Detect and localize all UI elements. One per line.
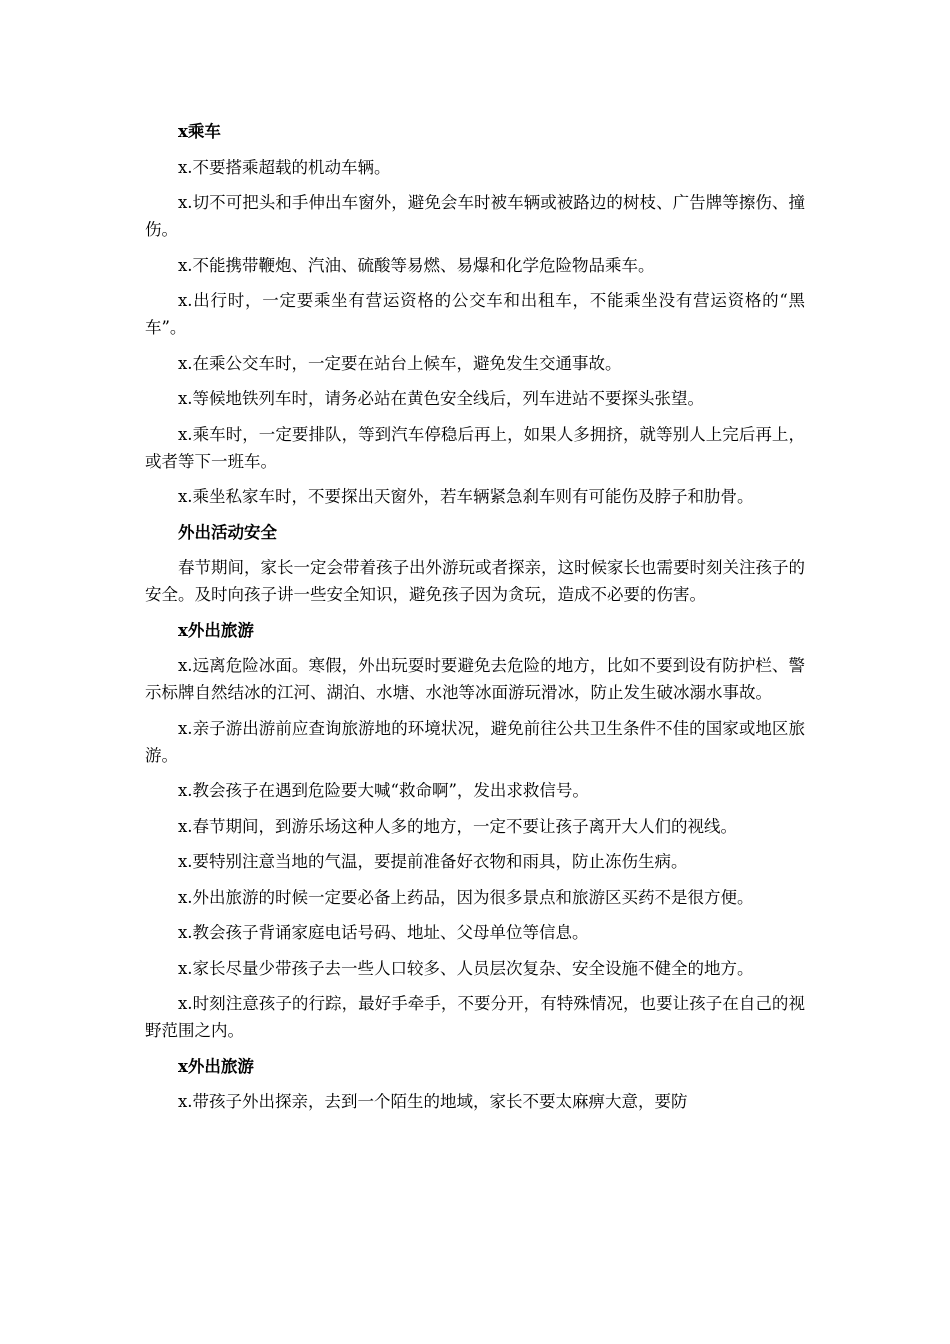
paragraph: x.不能携带鞭炮、汽油、硫酸等易燃、易爆和化学危险物品乘车。: [178, 255, 655, 275]
paragraph: x.家长尽量少带孩子去一些人口较多、人员层次复杂、安全设施不健全的地方。: [178, 958, 754, 978]
paragraph: x.乘坐私家车时，不要探出天窗外，若车辆紧急刹车则有可能伤及脖子和肋骨。: [178, 487, 754, 506]
paragraph: x.切不可把头和手伸出车窗外，避免会车时被车辆或被路边的树枝、广告牌等擦伤、撞伤。: [145, 193, 805, 239]
paragraph: x.亲子游出游前应查询旅游地的环境状况，避免前往公共卫生条件不佳的国家或地区旅游。: [145, 718, 805, 765]
section-heading-riding: x乘车: [178, 122, 221, 141]
paragraph: x.等候地铁列车时，请务必站在黄色安全线后，列车进站不要探头张望。: [178, 389, 705, 408]
paragraph: x.在乘公交车时，一定要在站台上候车，避免发生交通事故。: [178, 353, 622, 373]
paragraph: x.教会孩子背诵家庭电话号码、地址、父母单位等信息。: [178, 923, 589, 942]
paragraph: x.春节期间，到游乐场这种人多的地方，一定不要让孩子离开大人们的视线。: [178, 816, 738, 836]
paragraph: x.远离危险冰面。寒假，外出玩耍时要避免去危险的地方，比如不要到设有防护栏、警示标牌自然结冰的江河、湖泊、水塘、水池等冰面游玩滑冰，防止发生破冰溺水事故。: [145, 656, 805, 702]
section-heading-travel-2: x外出旅游: [178, 1056, 254, 1076]
section-heading-travel: x外出旅游: [178, 620, 254, 640]
paragraph: x.教会孩子在遇到危险要大喊“救命啊”，发出求救信号。: [178, 781, 589, 800]
paragraph: x.出行时，一定要乘坐有营运资格的公交车和出租车，不能乘坐没有营运资格的“黑车”。: [145, 291, 805, 337]
paragraph: x.要特别注意当地的气温，要提前准备好衣物和雨具，防止冻伤生病。: [178, 852, 688, 871]
paragraph: x.带孩子外出探亲，去到一个陌生的地域，家长不要太麻痹大意，要防: [178, 1092, 688, 1111]
paragraph: x.乘车时，一定要排队，等到汽车停稳后再上，如果人多拥挤，就等别人上完后再上，或者等下一班车。: [145, 424, 805, 471]
paragraph: x.外出旅游的时候一定要必备上药品，因为很多景点和旅游区买药不是很方便。: [178, 887, 754, 907]
document-page: [145, 118, 805, 1124]
paragraph: x.不要搭乘超载的机动车辆。: [178, 157, 391, 177]
paragraph: 春节期间，家长一定会带着孩子出外游玩或者探亲，这时候家长也需要时刻关注孩子的安全。及时向孩子讲一些安全知识，避免孩子因为贪玩，造成不必要的伤害。: [145, 558, 805, 604]
paragraph: x.时刻注意孩子的行踪，最好手牵手，不要分开，有特殊情况，也要让孩子在自己的视野范围之内。: [145, 994, 805, 1040]
section-heading-outdoor-safety: 外出活动安全: [178, 522, 277, 542]
